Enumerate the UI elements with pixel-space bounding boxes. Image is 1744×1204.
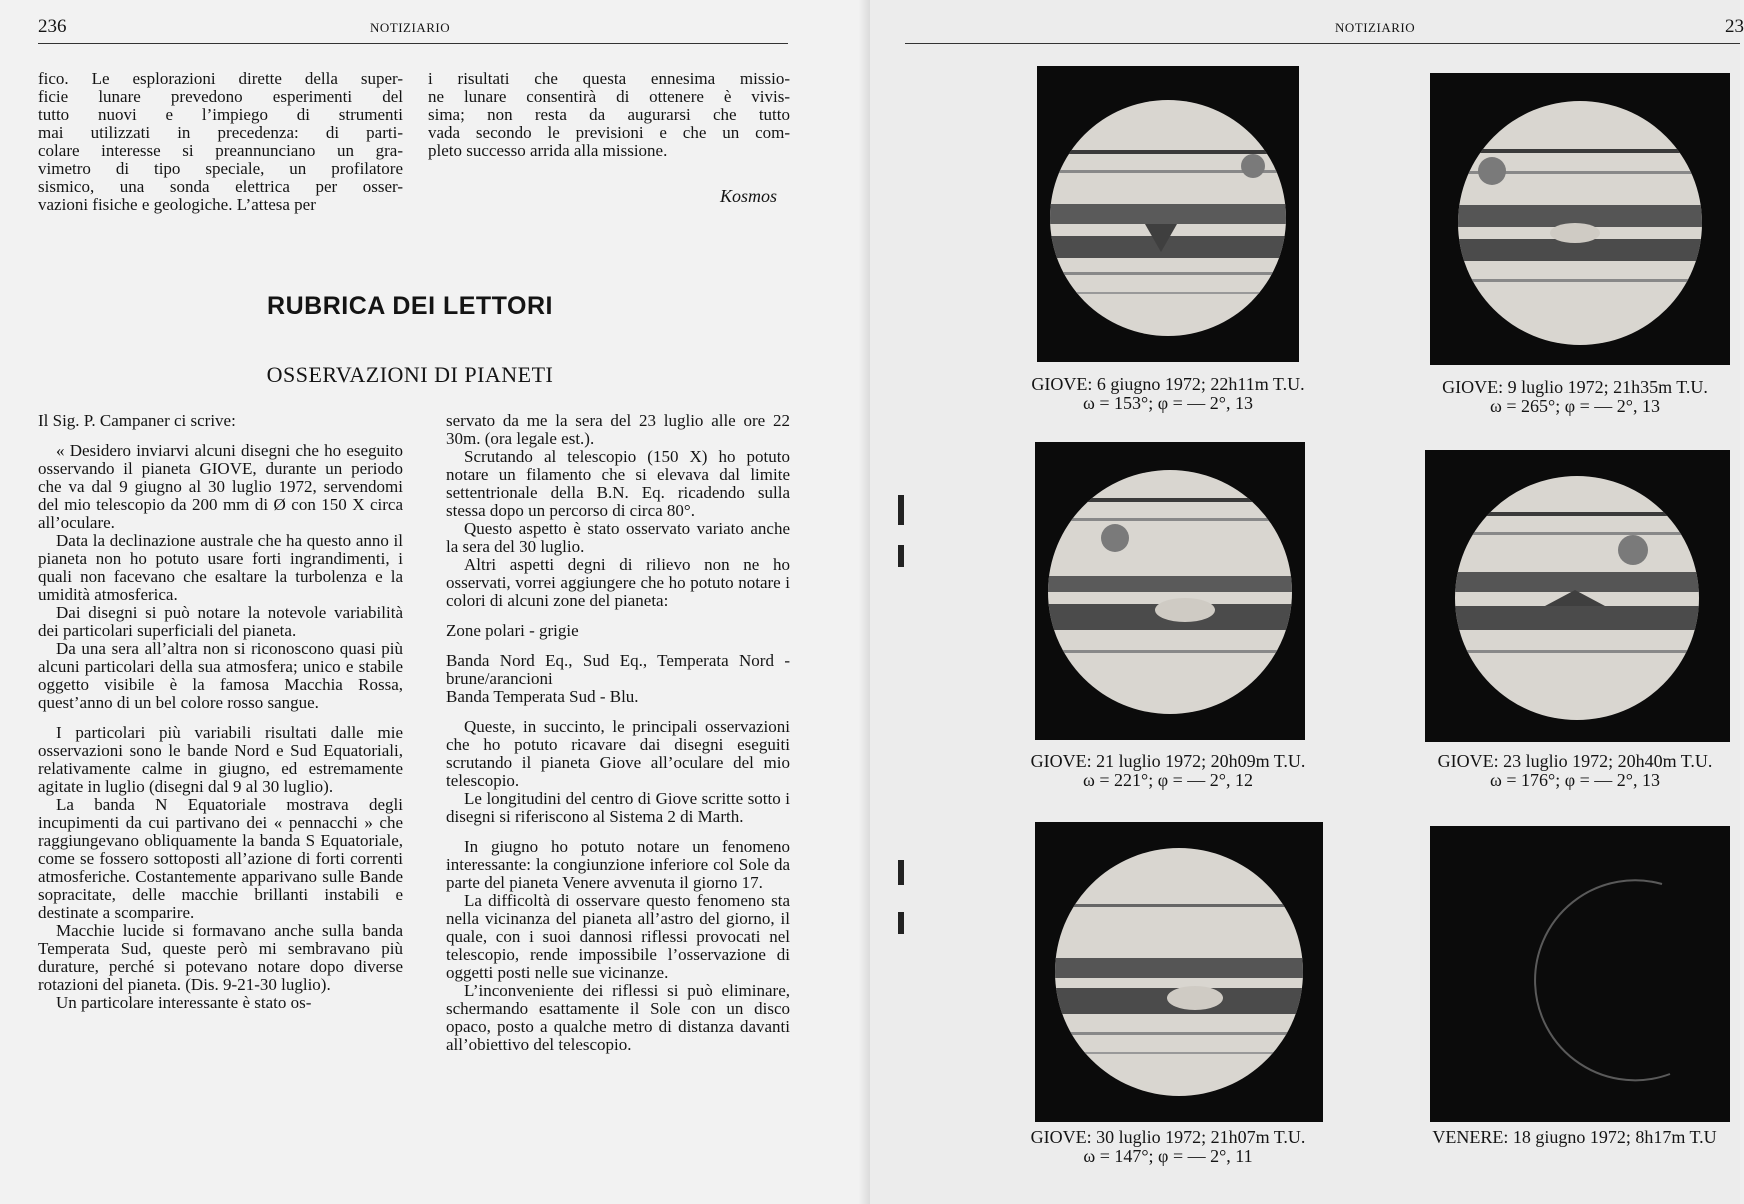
- paragraph: Da una sera all’altra non si riconoscono quasi più alcuni particolari della sua atmosfera; unico e stabile oggetto visibile è la famosa Macchia Rossa, quest’anno di un bel colore rosso sangue.: [38, 639, 403, 712]
- section-title: RUBRICA DEI LETTORI: [267, 292, 553, 320]
- page-number-left: 236: [38, 16, 67, 37]
- paragraph: L’inconveniente dei riflessi si può eliminare, schermando esattamente il Sole con un disco opaco, posto a qualche metro di distanza davanti all’obiettivo del telescopio.: [446, 981, 790, 1054]
- venus-drawing-june-18: [1430, 826, 1730, 1122]
- jupiter-drawing-july-23: [1425, 450, 1730, 742]
- text-line: i risultati che questa ennesima missio-: [428, 69, 790, 88]
- paragraph: Data la declinazione australe che ha questo anno il pianeta non ho potuto usare forti ingrandimenti, i quali non facevano che esaltare la turbolenza e la umidità atmosferica.: [38, 531, 403, 604]
- drawing-caption-1: GIOVE: 6 giugno 1972; 22h11m T.U. ω = 153°; φ = — 2°, 13: [1031, 374, 1305, 413]
- drawing-caption-3: GIOVE: 21 luglio 1972; 20h09m T.U. ω = 221°; φ = — 2°, 12: [1030, 751, 1306, 790]
- paragraph: In giugno ho potuto notare un fenomeno interessante: la congiunzione inferiore col Sole da parte del pianeta Venere avvenuta il giorno 17.: [446, 837, 790, 892]
- paragraph: La banda N Equatoriale mostrava degli incupimenti da cui partivano dei « pennacchi » che raggiungevano obliquamente la banda S Equatoriale, come se fossero sottoposti all’azione di forti correnti atmosferiche. Costantemente apparivano sulle Bande sopracitate, delle macchie brillanti instabili e destinate a scomparire.: [38, 795, 403, 922]
- paragraph: Scrutando al telescopio (150 X) ho potuto notare un filamento che si elevava dal limite settentrionale della B.N. Eq. ricadendo sulla stessa dopo un percorso di circa 80°.: [446, 447, 790, 520]
- bleed-mark: [898, 912, 904, 934]
- text-line: fico. Le esplorazioni dirette della super-: [38, 69, 403, 88]
- page-number-right: 23: [1725, 16, 1744, 37]
- text-line: ne lunare consentirà di ottenere è vivis-: [428, 87, 790, 106]
- jupiter-drawing-july-9: [1430, 73, 1730, 365]
- paragraph: Dai disegni si può notare la notevole variabilità dei particolari superficiali del pianeta.: [38, 603, 403, 640]
- article-signature: Kosmos: [720, 186, 778, 206]
- jupiter-drawing-july-21: [1035, 442, 1305, 740]
- bleed-mark: [898, 545, 904, 567]
- paragraph: Queste, in succinto, le principali osservazioni che ho potuto ricavare dai disegni eseguiti scrutando il pianeta Giove all’oculare del mio telescopio.: [446, 717, 790, 790]
- paragraph: Zone polari - grigie: [446, 621, 579, 640]
- paragraph: « Desidero inviarvi alcuni disegni che ho eseguito osservando il pianeta GIOVE, durante un periodo che va dal 9 giugno al 30 luglio 1972, servendomi del mio telescopio da 200 mm di Ø con 150 X circa all’oculare.: [38, 441, 403, 532]
- paragraph: Le longitudini del centro di Giove scritte sotto i disegni si riferiscono al Sistema 2 di Marth.: [446, 789, 790, 826]
- running-header-right: NOTIZIARIO: [1335, 20, 1416, 35]
- running-header-left: NOTIZIARIO: [370, 20, 451, 35]
- text-line: sismico, una sonda elettrica per osser-: [38, 177, 403, 196]
- article-title: OSSERVAZIONI DI PIANETI: [266, 362, 554, 387]
- text-line: mai utilizzati in precedenza: di parti-: [38, 123, 403, 142]
- text-line: vada secondo le previsioni e che un com-: [428, 123, 790, 142]
- paragraph: Questo aspetto è stato osservato variato anche la sera del 30 luglio.: [446, 519, 790, 556]
- continued-text-column-1: [38, 70, 403, 214]
- text-line: pleto successo arrida alla missione.: [428, 141, 668, 160]
- text-line: colare interesse si preannunciano un gra-: [38, 141, 403, 160]
- paragraph: servato da me la sera del 23 luglio alle ore 22 30m. (ora legale est.).: [446, 411, 790, 448]
- drawing-caption-4: GIOVE: 23 luglio 1972; 20h40m T.U. ω = 176°; φ = — 2°, 13: [1437, 751, 1713, 790]
- drawing-caption-5: GIOVE: 30 luglio 1972; 21h07m T.U. ω = 147°; φ = — 2°, 11: [1030, 1127, 1306, 1166]
- paragraph: Un particolare interessante è stato os-: [56, 993, 312, 1012]
- article-column-1: [38, 412, 403, 1012]
- text-line: ficie lunare prevedono esperimenti del: [38, 87, 403, 106]
- text-line: vimetro di tipo speciale, un profilatore: [38, 159, 403, 178]
- paragraph: La difficoltà di osservare questo fenomeno sta nella vicinanza del pianeta all’astro del giorno, il quale, con i suoi dannosi riflessi provocati nel telescopio, rende impossibile l’osservazione di oggetti posti nelle sue vicinanze.: [446, 891, 790, 982]
- paragraph: Banda Temperata Sud - Blu.: [446, 687, 639, 706]
- header-rule-right: [905, 43, 1740, 44]
- paragraph: Macchie lucide si formavano anche sulla banda Temperata Sud, queste però mi sembravano più durature, perché si potevano notare dopo diverse rotazioni del pianeta. (Dis. 9-21-30 luglio).: [38, 921, 403, 994]
- bleed-mark: [898, 495, 904, 525]
- right-page: [870, 0, 1744, 1204]
- jupiter-drawing-july-30: [1035, 822, 1323, 1122]
- text-line: sima; non resta da augurarsi che tutto: [428, 105, 790, 124]
- header-rule-left: [38, 43, 788, 44]
- paragraph: Il Sig. P. Campaner ci scrive:: [38, 411, 236, 430]
- jupiter-drawing-june-6: [1037, 66, 1299, 362]
- drawing-caption-2: GIOVE: 9 luglio 1972; 21h35m T.U. ω = 265°; φ = — 2°, 13: [1442, 377, 1708, 416]
- bleed-mark: [898, 860, 904, 885]
- paragraph: Altri aspetti degni di rilievo non ne ho osservati, vorrei aggiungere che ho potuto notare i colori di alcuni zone del pianeta:: [446, 555, 790, 610]
- paragraph: I particolari più variabili risultati dalle mie osservazioni sono le bande Nord e Sud Equatoriali, relativamente calme in giugno, ed estremamente agitate in luglio (disegni dal 9 al 30 luglio).: [38, 723, 403, 796]
- text-line: vazioni fisiche e geologiche. L’attesa per: [38, 195, 316, 214]
- article-column-2: [446, 412, 790, 1054]
- drawing-caption-6: VENERE: 18 giugno 1972; 8h17m T.U: [1432, 1127, 1717, 1147]
- left-page: [0, 0, 870, 1204]
- continued-text-column-2: [428, 70, 790, 160]
- paragraph: Banda Nord Eq., Sud Eq., Temperata Nord - brune/arancioni: [446, 651, 790, 688]
- text-line: tutto nuovi e l’impiego di strumenti: [38, 105, 403, 124]
